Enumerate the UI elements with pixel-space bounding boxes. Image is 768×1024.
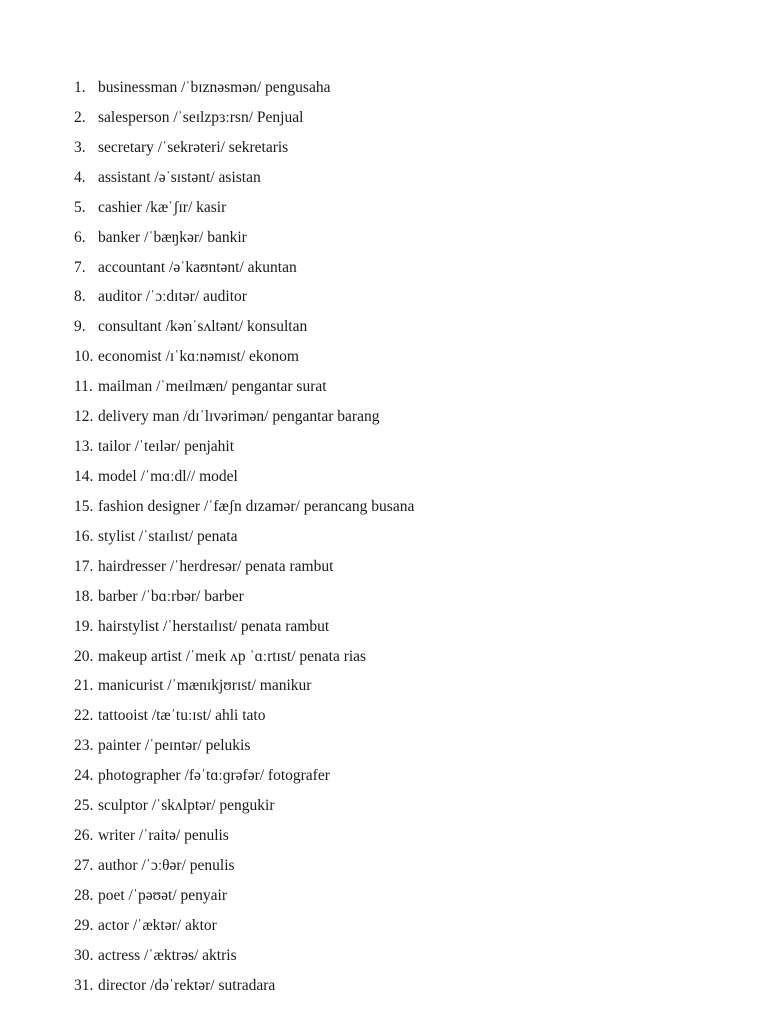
item-text: secretary /ˈsekrəteri/ sekretaris xyxy=(98,138,289,156)
list-item xyxy=(0,133,768,163)
item-number: 25. xyxy=(74,797,94,815)
item-number: 4. xyxy=(74,168,86,186)
item-text: auditor /ˈɔːdɪtər/ auditor xyxy=(98,288,247,306)
item-text: economist /ɪˈkɑːnəmɪst/ ekonom xyxy=(98,348,299,366)
list-item xyxy=(0,851,768,881)
item-number: 31. xyxy=(74,976,94,994)
item-text: makeup artist /ˈmeɪk ʌp ˈɑːrtɪst/ penata rias xyxy=(98,647,367,665)
list-item xyxy=(0,73,768,103)
list-item xyxy=(0,253,768,283)
item-number: 28. xyxy=(74,886,94,904)
item-number: 2. xyxy=(74,108,86,126)
list-item xyxy=(0,881,768,911)
item-number: 18. xyxy=(74,587,94,605)
item-text: actress /ˈæktrəs/ aktris xyxy=(98,946,237,964)
list-item xyxy=(0,282,768,312)
list-item xyxy=(0,612,768,642)
list-item xyxy=(0,163,768,193)
item-number: 8. xyxy=(74,288,86,306)
item-number: 26. xyxy=(74,827,94,845)
item-number: 14. xyxy=(74,467,94,485)
item-text: poet /ˈpəʊət/ penyair xyxy=(98,886,228,904)
item-number: 12. xyxy=(74,408,94,426)
list-item xyxy=(0,462,768,492)
item-number: 1. xyxy=(74,79,86,96)
item-number: 9. xyxy=(74,318,86,336)
item-text: model /ˈmɑːdl// model xyxy=(98,467,238,485)
item-number: 11. xyxy=(74,378,93,396)
list-item xyxy=(0,911,768,941)
item-number: 6. xyxy=(74,228,86,246)
item-text: salesperson /ˈseɪlzpɜːrsn/ Penjual xyxy=(98,108,304,126)
item-text: banker /ˈbæŋkər/ bankir xyxy=(98,228,247,246)
item-number: 7. xyxy=(74,258,86,276)
item-number: 21. xyxy=(74,677,94,695)
list-item xyxy=(0,582,768,612)
list-item xyxy=(0,103,768,133)
item-number: 3. xyxy=(74,138,86,156)
item-number: 24. xyxy=(74,767,94,785)
list-item xyxy=(0,522,768,552)
item-text: stylist /ˈstaɪlɪst/ penata xyxy=(98,527,238,545)
item-text: businessman /ˈbɪznəsmən/ pengusaha xyxy=(98,79,331,96)
item-number: 27. xyxy=(74,856,94,874)
item-number: 23. xyxy=(74,737,94,755)
item-text: director /dəˈrektər/ sutradara xyxy=(98,976,276,994)
list-item xyxy=(0,971,768,1001)
item-text: photographer /fəˈtɑːɡrəfər/ fotografer xyxy=(98,767,330,785)
item-text: cashier /kæˈʃɪr/ kasir xyxy=(98,198,227,216)
list-item xyxy=(0,193,768,223)
item-number: 10. xyxy=(74,348,94,366)
list-item xyxy=(0,701,768,731)
list-item xyxy=(0,761,768,791)
item-number: 17. xyxy=(74,557,94,575)
list-item xyxy=(0,223,768,253)
vocabulary-list xyxy=(0,73,768,1001)
list-item xyxy=(0,791,768,821)
item-text: actor /ˈæktər/ aktor xyxy=(98,916,217,934)
item-text: author /ˈɔːθər/ penulis xyxy=(98,856,235,874)
list-item xyxy=(0,372,768,402)
item-number: 22. xyxy=(74,707,94,725)
item-number: 30. xyxy=(74,946,94,964)
item-number: 20. xyxy=(74,647,94,665)
list-item xyxy=(0,941,768,971)
item-number: 5. xyxy=(74,198,86,216)
item-text: hairdresser /ˈherdresər/ penata rambut xyxy=(98,557,334,575)
item-number: 19. xyxy=(74,617,94,635)
item-text: delivery man /dɪˈlɪvərimən/ pengantar barang xyxy=(98,408,380,426)
item-text: accountant /əˈkaʊntənt/ akuntan xyxy=(98,258,297,276)
item-text: consultant /kənˈsʌltənt/ konsultan xyxy=(98,318,308,336)
list-item xyxy=(0,432,768,462)
item-number: 16. xyxy=(74,527,94,545)
item-number: 15. xyxy=(74,497,94,515)
item-text: barber /ˈbɑːrbər/ barber xyxy=(98,587,244,605)
item-text: hairstylist /ˈherstaɪlɪst/ penata rambut xyxy=(98,617,330,635)
list-item xyxy=(0,821,768,851)
list-item xyxy=(0,642,768,672)
item-text: tattooist /tæˈtuːɪst/ ahli tato xyxy=(98,707,266,725)
list-item xyxy=(0,731,768,761)
item-text: painter /ˈpeɪntər/ pelukis xyxy=(98,737,251,755)
list-item xyxy=(0,312,768,342)
item-text: mailman /ˈmeɪlmæn/ pengantar surat xyxy=(98,378,327,396)
item-text: assistant /əˈsɪstənt/ asistan xyxy=(98,168,261,186)
item-number: 29. xyxy=(74,916,94,934)
list-item xyxy=(0,402,768,432)
list-item xyxy=(0,671,768,701)
list-item xyxy=(0,492,768,522)
item-text: fashion designer /ˈfæʃn dɪzamər/ perancang busana xyxy=(98,497,415,515)
item-text: manicurist /ˈmænɪkjʊrɪst/ manikur xyxy=(98,677,312,695)
item-number: 13. xyxy=(74,438,94,456)
item-text: tailor /ˈteɪlər/ penjahit xyxy=(98,438,235,456)
item-text: writer /ˈraitə/ penulis xyxy=(98,827,229,845)
item-text: sculptor /ˈskʌlptər/ pengukir xyxy=(98,797,275,815)
list-item xyxy=(0,342,768,372)
list-item xyxy=(0,552,768,582)
